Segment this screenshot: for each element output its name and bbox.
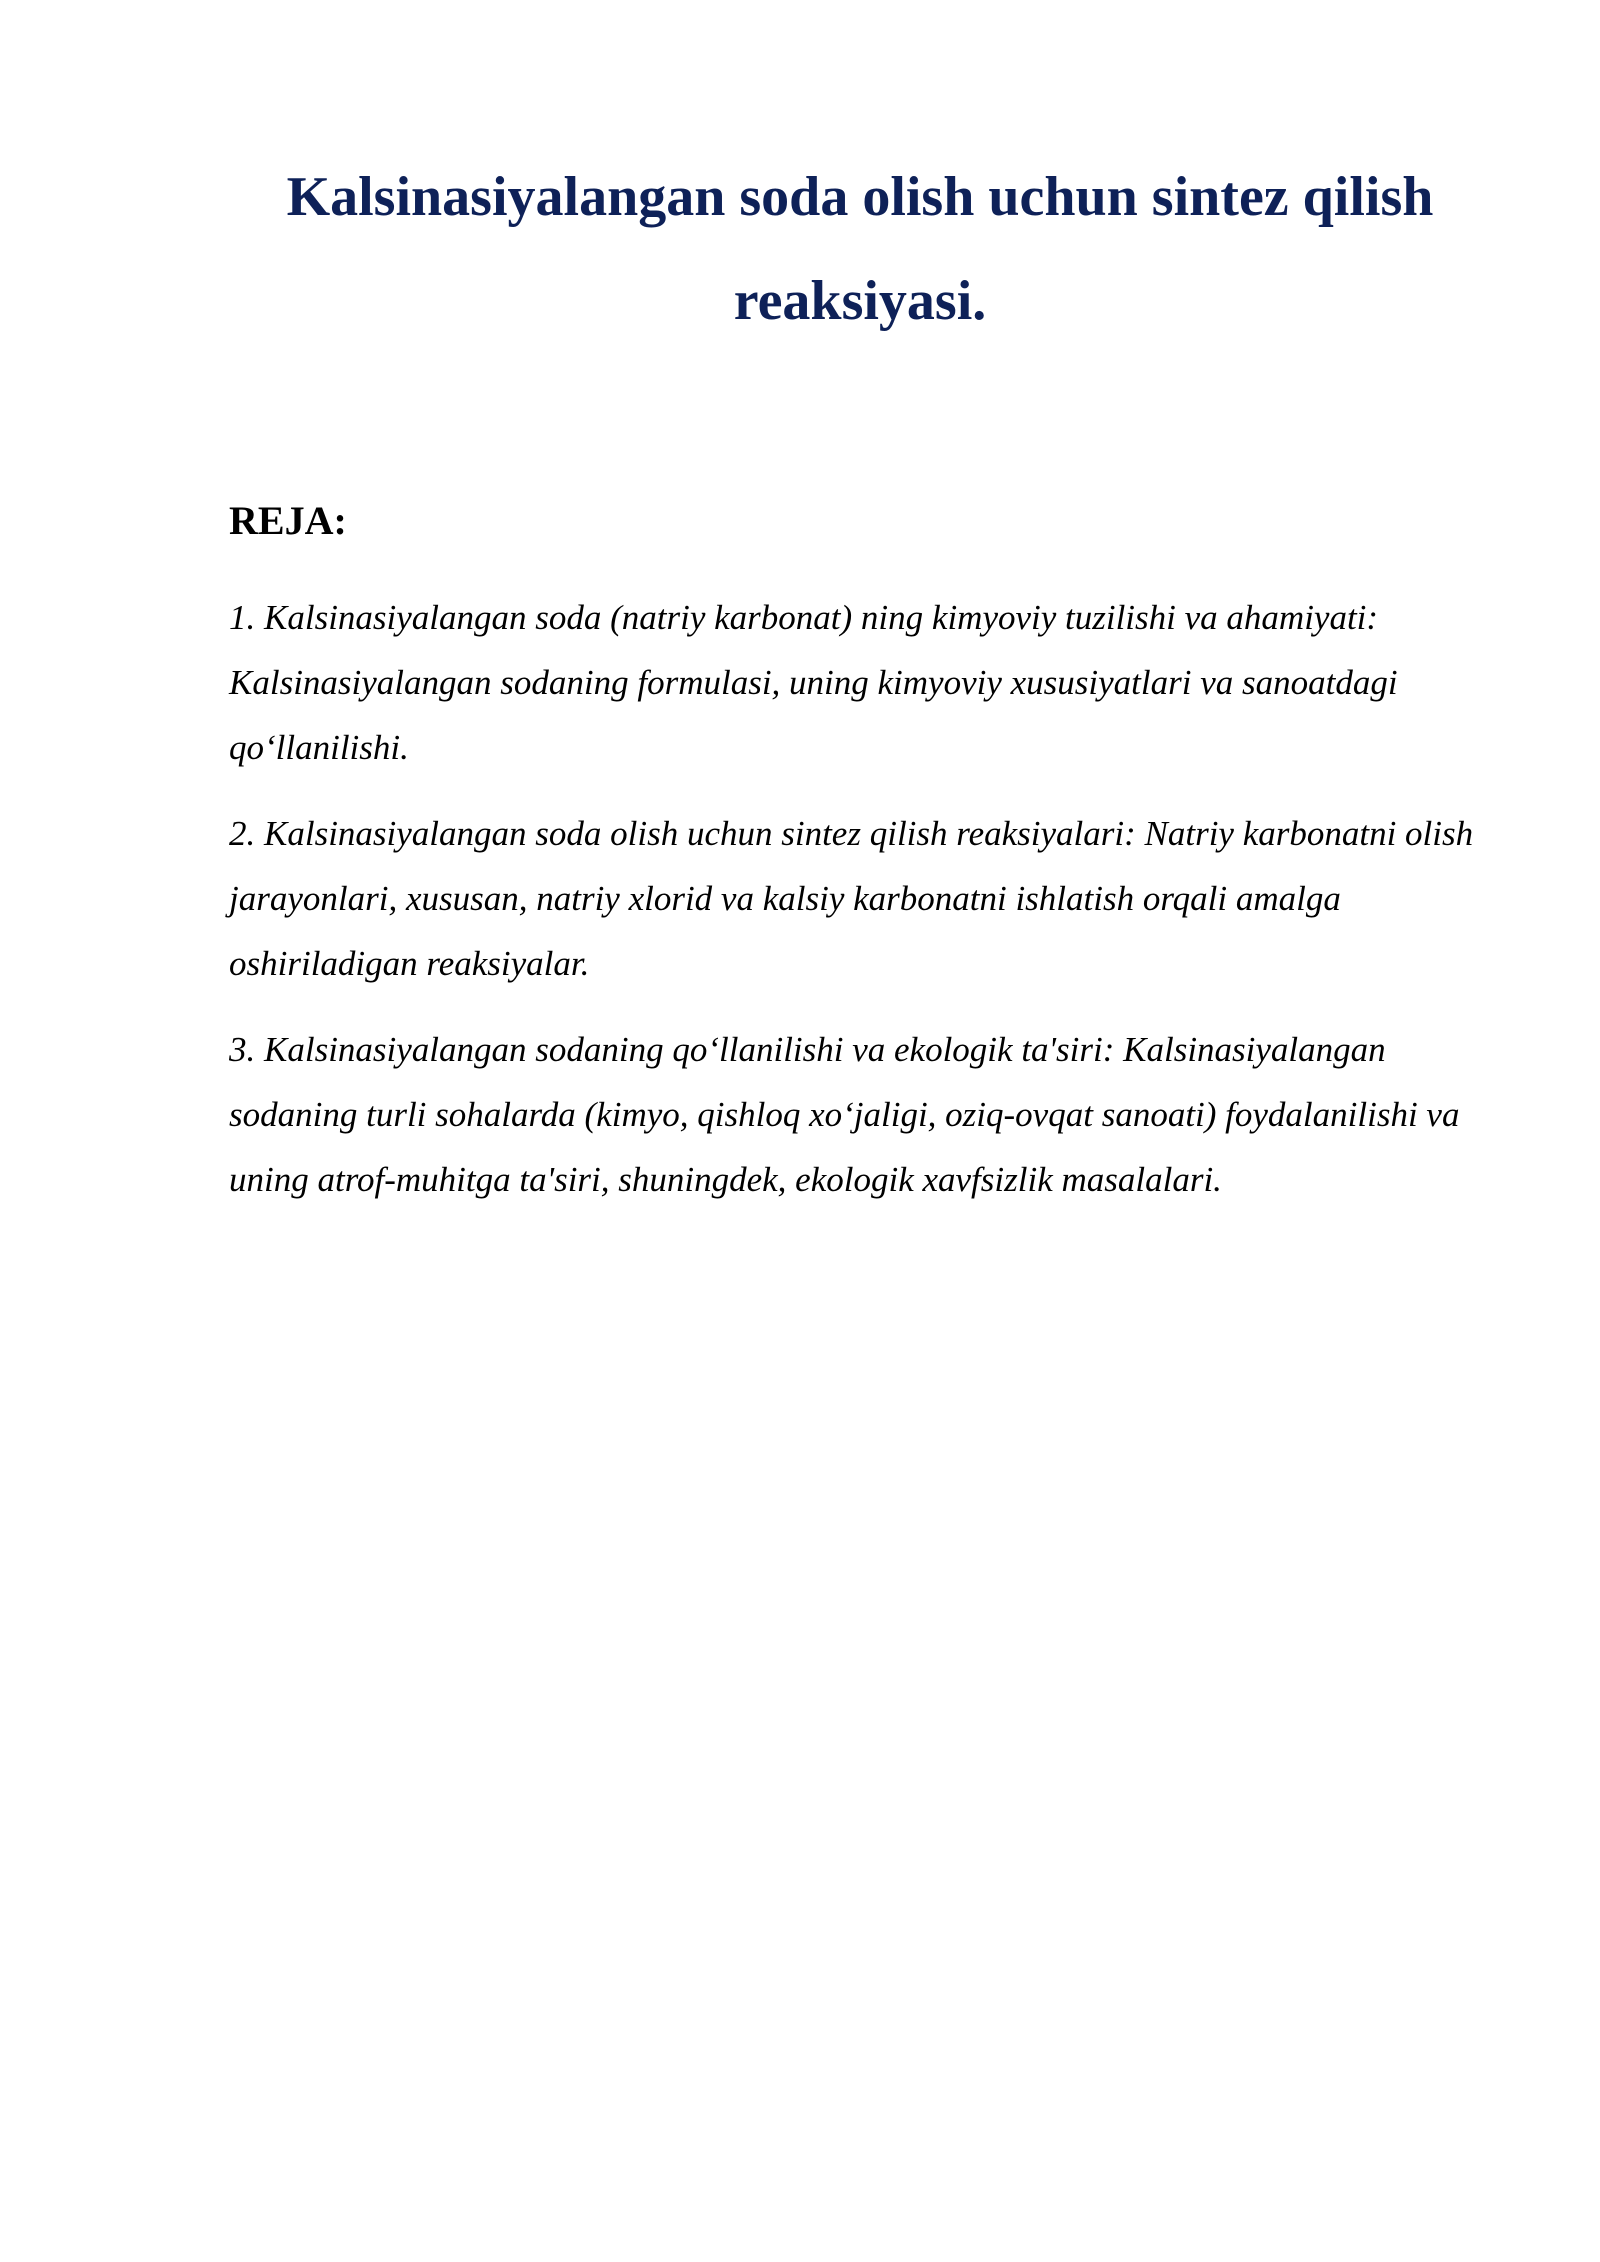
plan-heading: REJA: (229, 498, 347, 543)
plan-list (229, 585, 1479, 1233)
plan-item: 2. Kalsinasiyalangan soda olish uchun sintez qilish reaksiyalari: Natriy karbonatni olish jarayonlari, xususan, natriy xlorid va kalsiy karbonatni ishlatish orqali amalga oshiriladigan reaksiyalar. (229, 814, 1474, 983)
document-title: Kalsinasiyalangan soda olish uchun sintez qilish reaksiyasi. (286, 166, 1434, 332)
plan-item: 3. Kalsinasiyalangan sodaning qo‘llanilishi va ekologik ta'siri: Kalsinasiyalangan sodaning turli sohalarda (kimyo, qishloq xo‘jaligi, oziq-ovqat sanoati) foydalanilishi va uning atrof-muhitga ta'siri, shuningdek, ekologik xavfsizlik masalalari. (229, 1030, 1460, 1199)
plan-item: 1. Kalsinasiyalangan soda (natriy karbonat) ning kimyoviy tuzilishi va ahamiyati: Kalsinasiyalangan sodaning formulasi, uning kimyoviy xususiyatlari va sanoatdagi qo‘llanilishi. (229, 598, 1398, 767)
